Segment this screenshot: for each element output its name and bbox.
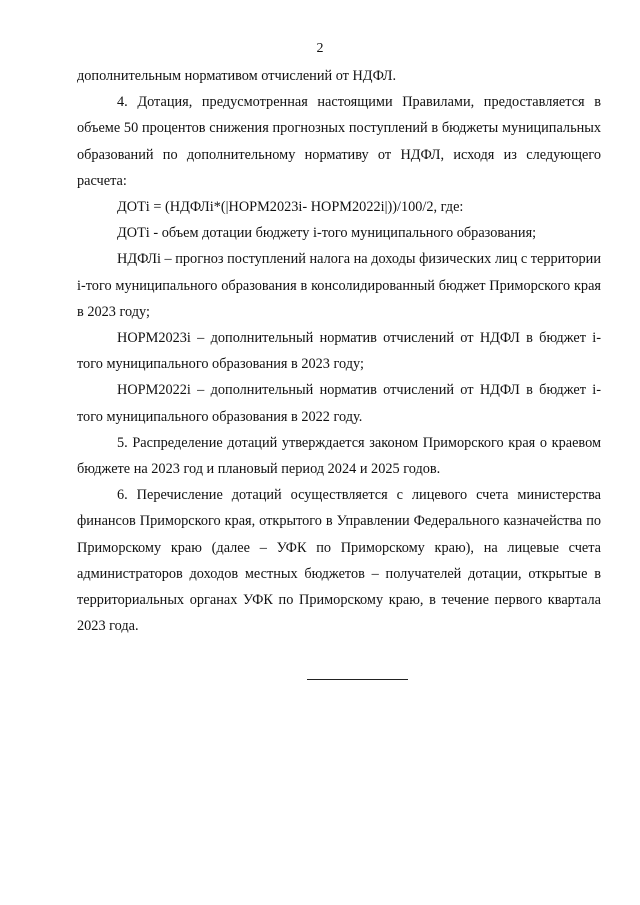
document-body	[77, 63, 601, 639]
paragraph-item-6: 6. Перечисление дотаций осуществляется с лицевого счета министерства финансов Приморского края, открытого в Управлении Федерального казначейства по Приморскому краю (далее – УФК по Приморскому краю), на лицевые счета администраторов доходов местных бюджетов – получателей дотации, открытые в территориальных органах УФК по Приморскому краю, в течение первого квартала 2023 года.	[77, 487, 601, 635]
definition-ndfl: НДФЛi – прогноз поступлений налога на доходы физических лиц с территории i-того муниципального образования в консолидированный бюджет Приморского края в 2023 году;	[77, 251, 601, 320]
paragraph-item-5: 5. Распределение дотаций утверждается законом Приморского края о краевом бюджете на 2023 год и плановый период 2024 и 2025 годов.	[77, 434, 601, 478]
formula-line: ДОТi = (НДФЛi*(|НОРМ2023i- НОРМ2022i|))/100/2, где:	[117, 199, 464, 216]
definition-norm-2022: НОРМ2022i – дополнительный норматив отчислений от НДФЛ в бюджет i-того муниципального образования в 2022 году.	[77, 382, 601, 425]
paragraph-continuation: дополнительным нормативом отчислений от НДФЛ.	[77, 68, 397, 84]
paragraph-item-4: 4. Дотация, предусмотренная настоящими Правилами, предоставляется в объеме 50 процентов снижения прогнозных поступлений в бюджеты муниципальных образований по дополнительному нормативу от НДФЛ, исходя из следующего расчета:	[77, 94, 601, 189]
end-separator-line	[307, 679, 408, 680]
definition-norm-2023: НОРМ2023i – дополнительный норматив отчислений от НДФЛ в бюджет i-того муниципального образования в 2023 году;	[77, 330, 601, 373]
page-number: 2	[316, 41, 324, 56]
definition-dot: ДОТi - объем дотации бюджету i-того муниципального образования;	[117, 225, 537, 242]
